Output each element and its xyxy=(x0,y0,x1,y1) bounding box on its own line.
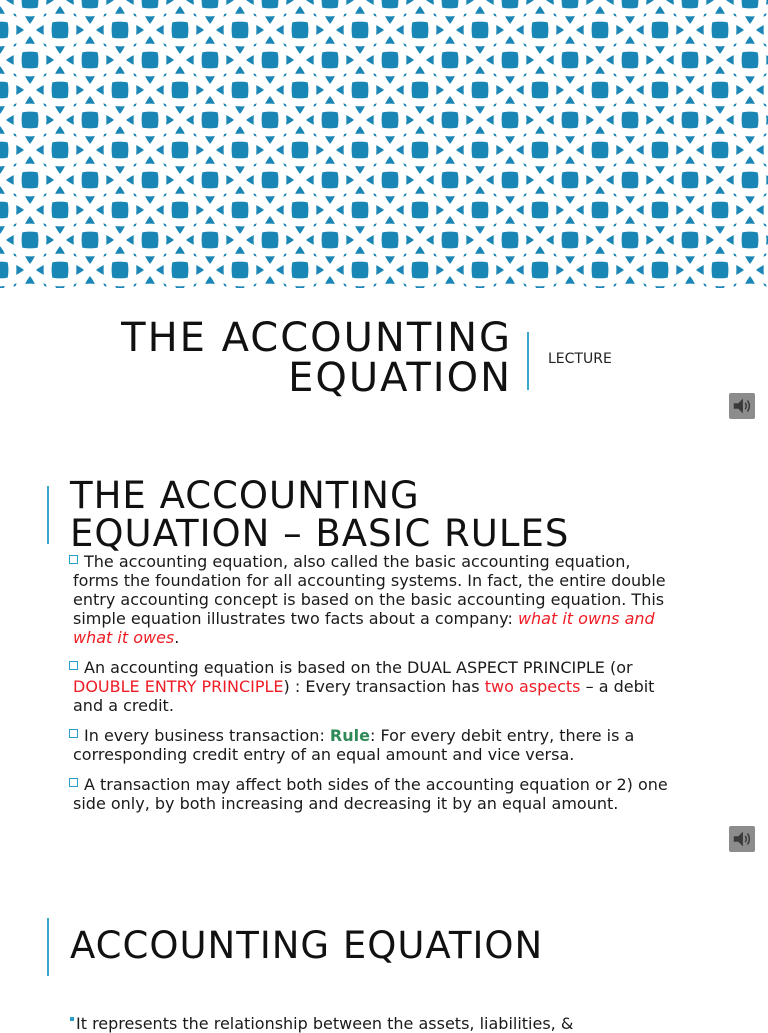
rule-label: Rule xyxy=(330,726,370,745)
bullet-square-icon xyxy=(69,661,78,670)
bullet-text: It represents the relationship between the assets, liabilities, & xyxy=(76,1014,573,1033)
heading-accent-bar xyxy=(47,486,49,544)
speaker-icon[interactable] xyxy=(729,826,755,852)
bullet-text: A transaction may affect both sides of the accounting equation or 2) one side only, by both increasing and decreasing it by an equal amount. xyxy=(73,775,668,813)
heading-accent-bar xyxy=(47,918,49,976)
slide-title xyxy=(121,318,512,398)
section-heading-accounting-equation: ACCOUNTING EQUATION xyxy=(70,927,543,965)
speaker-icon[interactable] xyxy=(729,393,755,419)
bullet-square-icon xyxy=(69,729,78,738)
title-divider xyxy=(527,332,529,390)
decorative-pattern-banner xyxy=(0,0,768,288)
section-heading-basic-rules xyxy=(70,477,569,553)
speaker-glyph xyxy=(731,828,753,850)
list-item xyxy=(68,658,678,715)
list-item xyxy=(68,552,678,647)
emphasis-text: DOUBLE ENTRY PRINCIPLE xyxy=(73,677,284,696)
bullet-text-end: – a debit and a credit. xyxy=(73,677,654,715)
bullet-text: An accounting equation is based on the DUAL ASPECT PRINCIPLE (or xyxy=(84,658,633,677)
emphasis-text: what it owns and what it owes xyxy=(73,609,655,647)
list-item xyxy=(68,726,678,764)
bullet-text-mid: ) : Every transaction has xyxy=(284,677,485,696)
bullet-dot-icon xyxy=(70,1017,74,1021)
bullet-text: The accounting equation, also called the basic accounting equation, forms the foundation for all accounting systems. In fact, the entire double entry accounting concept is based on the basic accounting equation. This simple equation illustrates two facts about a company: xyxy=(73,552,666,628)
slide-subtitle: LECTURE xyxy=(548,351,612,367)
bullet-text-end: . xyxy=(174,628,179,647)
speaker-glyph xyxy=(731,395,753,417)
bullet-square-icon xyxy=(69,778,78,787)
bullet-text: In every business transaction: xyxy=(84,726,330,745)
heading-line-1: THE ACCOUNTING xyxy=(70,474,420,517)
slide-title-line-2: EQUATION xyxy=(288,355,512,401)
bullet-text-end: : For every debit entry, there is a corresponding credit entry of an equal amount and vice versa. xyxy=(73,726,634,764)
slide-title-line-1: THE ACCOUNTING xyxy=(121,315,512,361)
list-item xyxy=(68,775,678,813)
bullet-square-icon xyxy=(69,555,78,564)
emphasis-text: two aspects xyxy=(485,677,581,696)
rules-bullet-list xyxy=(68,552,678,824)
heading-line-2: EQUATION – BASIC RULES xyxy=(70,512,569,555)
